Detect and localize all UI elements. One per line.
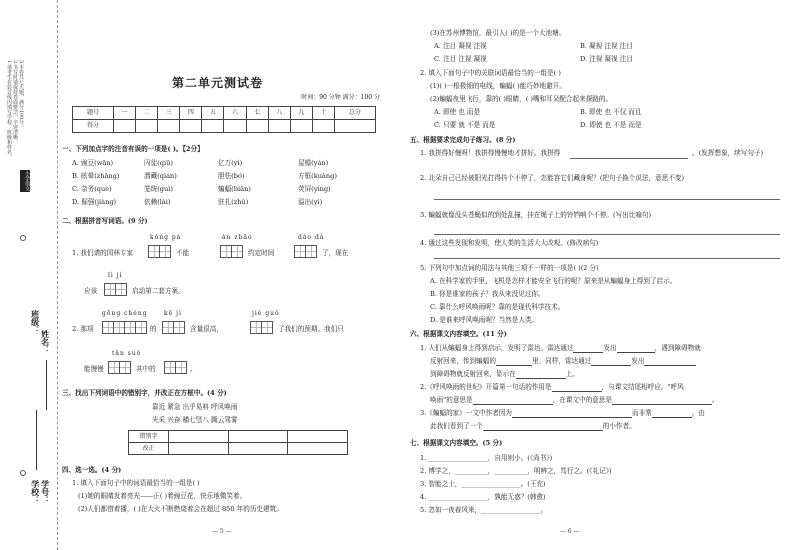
s1-option-cell: 溢出(yì) (298, 198, 323, 206)
answer-boxes[interactable] (162, 321, 184, 334)
score-table (72, 106, 376, 133)
answer-line[interactable] (434, 199, 780, 200)
score-cell[interactable] (202, 120, 224, 133)
q6-1: 1. 人们从蝙蝠身上得到启示，发明了雷达。雷达通过 发出 ，遇到障碍物就 (420, 344, 701, 352)
q2-1-text-d: 了，现在 (322, 249, 349, 257)
answer-boxes[interactable] (164, 361, 186, 374)
school-label: 学校： (30, 480, 41, 504)
r2-opt-d: D. 即使 也 不是 而是 (580, 121, 642, 129)
q2-1-text-b: 不能 (176, 249, 190, 257)
s1-option-cell: D. 倔强(jiàng) (72, 198, 117, 206)
s1-option-cell: 屋檐(yán) (298, 159, 329, 167)
r1-opt-b: B. 凝视 注视 注目 (580, 42, 633, 50)
pinyin-anzhao: àn zhāo (222, 234, 253, 241)
page-title: 第二单元测试卷 (172, 76, 264, 90)
class-label: 班级： (30, 310, 41, 334)
answer-boxes[interactable] (104, 283, 126, 296)
score-header-cell: 题号 (73, 107, 114, 120)
page-number: — 6 — (560, 528, 580, 535)
word-row-1: 靠近 紧急 出乎易料 呼风唤雨 (152, 403, 238, 411)
r2-opt-a: A. 即使 也 而是 (434, 108, 481, 116)
q5-1-b: 。(发挥想象，续写句子) (692, 149, 764, 157)
q6-1-line2: 反射回来，传到蝙蝠的 里。同样，雷达通过 发出 (430, 358, 696, 366)
pinyin-kongpa: kōng pà (150, 234, 182, 241)
school-line (36, 410, 37, 470)
section-4-title: 四、选一选。(4 分) (62, 466, 122, 474)
answer-boxes[interactable] (108, 361, 130, 374)
q5-1: 1. 我拼得好慢呀！我拼得慢慢地才拼好。我拼得 (420, 149, 561, 157)
score-cell[interactable] (224, 120, 246, 133)
subject-badge: 小学语文 (20, 170, 30, 192)
q2-1-text-c: 约定时间 (248, 249, 275, 257)
r2-opt-b: B. 即使 也 不仅 而且 (580, 108, 642, 116)
q5-5: 5. 下列句中加点词的用法与其他三项不一样的一项是( )(2 分) (420, 264, 599, 272)
q2-2-text-a: 2. 那项 (72, 325, 94, 333)
binding-hole (20, 235, 26, 241)
score-cell[interactable] (290, 120, 312, 133)
s1-option-cell: 荧屏(yíng) (298, 185, 331, 193)
q6-3-line2: 此我们看到了一个 的小作者。 (430, 422, 636, 430)
q4-1-1: (1)她的眼睛发着亮光——正( )着豌豆花，快乐地微笑着。 (78, 492, 247, 500)
section-6-title: 六、根据课文内容填空。(11 分) (410, 330, 507, 338)
section-7-title: 七、根据课文内容填空。(5 分) (410, 439, 503, 447)
s1-option-cell: 亿万(yì) (218, 159, 243, 167)
corr-label-fix: 改正 (129, 443, 169, 455)
q7-1: 1. __________________，自用则小。(《尚书》) (420, 454, 553, 462)
score-cell[interactable] (312, 120, 334, 133)
answer-boxes[interactable] (102, 321, 146, 334)
pinyin-keji: kē jì (164, 310, 182, 317)
answer-boxes[interactable] (250, 321, 272, 334)
q5-5-opt-b: B. 你是谁家的孩子？我从来没见过你。 (430, 290, 545, 298)
score-header-cell: 七 (246, 107, 268, 120)
q2-2-text-d: 了我们的预期。我们只 (278, 325, 344, 333)
strip-note-1: 1.请考生在装订线内填写学校、班级和姓名。 (6, 60, 12, 160)
s1-option-cell: A. 豌豆(wān) (72, 159, 114, 167)
q2-2-text-g: 。 (190, 365, 197, 373)
score-cell[interactable] (246, 120, 268, 133)
q5-2: 2. 北朵自己已经被阳光打得抖个不停了，怎能容它们藏身呢？(把句子换个说法，意思不变) (420, 174, 685, 182)
r1-opt-c: C. 注目 注视 凝视 (434, 55, 487, 63)
score-header-cell: 九 (290, 107, 312, 120)
q4-1-2: (2)人们都惜着播，( )在大火不断燃烧着会在超过 850 年的历史建筑。 (78, 505, 283, 513)
q6-2-line2: 唤雨"的意思是 ，在课文中的意思是 。 (430, 396, 719, 404)
q6-3: 3.《蝙蝠的家》一文中作者因为 而非常 ，由 (420, 409, 705, 417)
score-header-cell: 十 (312, 107, 334, 120)
q5-3: 3. 蝙蝠就像没头苍蝇似的到处乱撞，挂在绳子上的铃铛响个不停。(写出比喻句) (420, 211, 652, 219)
q5-5-opt-d: D. 是谁来呼风唤雨呢？当然是人类。 (430, 316, 539, 324)
q7-4: 4. __________________，孰能无惑？(韩愈) (420, 493, 546, 501)
q2-1-text-f: 启动第二套方案。 (132, 287, 185, 295)
answer-boxes[interactable] (148, 245, 170, 258)
pinyin-gongcheng: gōng chéng (102, 310, 148, 317)
answer-line[interactable] (570, 158, 688, 159)
score-cell[interactable] (114, 120, 136, 133)
section-2-title: 二、根据拼音写词语。(9 分) (62, 217, 148, 225)
answer-boxes[interactable] (294, 245, 316, 258)
r1-opt-d: D. 注视 凝视 注目 (580, 55, 633, 63)
correction-table (128, 430, 348, 455)
s1-option-cell: 驻扎(zhǔ) (218, 198, 249, 206)
s1-option-cell: 依赖(lài) (144, 198, 171, 206)
q7-2: 2. 博学之，__________，__________，明辨之，笃行之。(《礼记》) (420, 467, 612, 475)
q2-2-text-b: 的 (150, 325, 157, 333)
score-header-cell: 二 (136, 107, 158, 120)
answer-line[interactable] (434, 258, 780, 259)
answer-line[interactable] (434, 234, 780, 235)
binding-hole (20, 470, 26, 476)
s1-option-cell: 方框(kuàng) (298, 172, 337, 180)
q2-1-text-a: 1. 我们请的园林专家 (72, 249, 134, 257)
r2-2: (2)蝙蝠夜里飞行，靠的( )眼睛，( )嘴和耳朵配合起来探路的。 (430, 95, 613, 103)
answer-boxes[interactable] (220, 245, 242, 258)
pinyin-jieguo: jié guǒ (252, 310, 280, 317)
corr-label-wrong: 错别字 (129, 431, 169, 443)
s1-option-cell: 闪徒(qiū) (144, 159, 173, 167)
score-header-cell: 六 (224, 107, 246, 120)
strip-note-3: 3.本卷共七大题，满分100分。 (18, 60, 24, 130)
pinyin-daoda: dào dá (298, 234, 325, 241)
r1: (3)在苏州博物馆，最引人( )的是一个大池塘。 (430, 29, 566, 37)
q6-2: 2.《呼风唤雨的世纪》开篇第一句话的作用是 ，与课文结尾相呼应。"呼风 (420, 383, 684, 391)
page-number: — 5 — (212, 528, 232, 535)
number-label: 学号： (40, 480, 51, 504)
score-cell[interactable] (158, 120, 180, 133)
section-1-title: 一、下列加点字的注音有误的一项是( )。【2分】 (62, 145, 204, 153)
r2-opt-c: C. 只要 就 不是 而是 (434, 121, 496, 129)
score-header-cell: 一 (114, 107, 136, 120)
score-header-cell: 五 (202, 107, 224, 120)
q6-1-line3: 到障碍物就反射回来，显示在 上。 (430, 370, 579, 378)
q2-2-text-c: 含量很高， (190, 325, 223, 333)
binding-strip (0, 0, 58, 550)
score-header-cell: 总分 (334, 107, 375, 120)
strip-note-2: 2.书写时请保持卷面整洁，字迹清晰。 (12, 60, 18, 145)
score-header-cell: 四 (180, 107, 202, 120)
page-6 (410, 0, 788, 550)
q5-5-opt-c: C. 靠什么呼风唤雨呢？靠的是现代科学技术。 (430, 303, 565, 311)
s1-option-cell: C. 杂务(què) (72, 185, 112, 193)
q2-2-text-f: 其中的 (136, 365, 156, 373)
score-row-label: 得分 (73, 120, 114, 133)
word-row-2: 光采 兴奋 横七竖八 腾云驾雾 (152, 416, 238, 424)
r1-opt-a: A. 注目 凝视 注视 (434, 42, 487, 50)
exam-meta: 时间：90 分钟 满分：100 分 (301, 94, 380, 101)
pinyin-tansuo: tǎn suǒ (112, 350, 142, 357)
name-line (46, 360, 47, 410)
s1-option-cell: 胆怯(bó) (218, 172, 245, 180)
s1-option-cell: B. 眩晕(zhǎng) (72, 172, 120, 180)
q2-1-text-e: 应该 (84, 287, 98, 295)
score-header-cell: 三 (158, 107, 180, 120)
s1-option-cell: 潜藏(qián) (144, 172, 177, 180)
q4-1: 1. 填入下面句子中的词语最恰当的一组是( ) (72, 479, 200, 487)
score-cell[interactable] (136, 120, 158, 133)
score-cell[interactable] (334, 120, 375, 133)
section-3-title: 三、找出下列词语中的错别字，并改正在方框中。(4 分) (62, 389, 227, 397)
section-5-title: 五、根据要求完成句子练习。(8 分) (410, 136, 516, 144)
score-header-cell: 八 (268, 107, 290, 120)
r2-1: (1)( )一根极细的电线，蝙蝠( )能巧妙地避开。 (430, 82, 566, 90)
q5-5-opt-a: A. 在科学家的手里，飞机是怎样才能安全飞行的呢？原来是从蝙蝠身上得到了启示。 (430, 277, 677, 285)
q7-3: 3. 智能之士，__________________。(王充) (420, 480, 546, 488)
name-label: 姓名： (40, 330, 51, 354)
pinyin-liji: lì jí (108, 272, 123, 279)
s1-option-cell: 蝙蝠(biān) (218, 185, 251, 193)
score-cell[interactable] (180, 120, 202, 133)
r2: 2. 填入下面句子中的关联词语最恰当的一组是( ) (420, 69, 561, 77)
q2-2-text-e: 能慢慢 (84, 365, 104, 373)
page-5 (62, 0, 380, 550)
q5-4: 4. 通过这些发现和发明，使人类的生活大大改观。(修改病句) (420, 239, 599, 247)
s1-option-cell: 笼统(guì) (144, 185, 173, 193)
score-cell[interactable] (268, 120, 290, 133)
q7-5: 5. 忽如一夜春风来，__________________。 (420, 506, 548, 514)
